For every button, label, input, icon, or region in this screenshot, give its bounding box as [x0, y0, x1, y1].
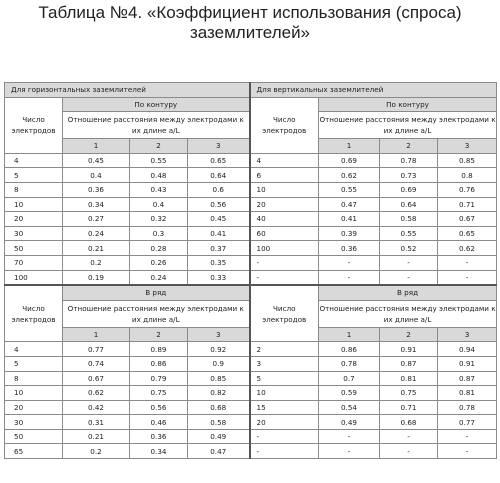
table-cell-h2: 0.46	[130, 415, 188, 430]
table-cell-h3: 0.45	[188, 212, 250, 227]
table-cell-hn: 8	[5, 182, 63, 197]
table-cell-h1: 0.21	[63, 429, 130, 444]
table-cell-h3: 0.65	[188, 153, 250, 168]
table-cell-h1: 0.34	[63, 197, 130, 212]
table-cell-v2: -	[380, 429, 438, 444]
table-cell-hn: 4	[5, 153, 63, 168]
table-cell-h1: 0.36	[63, 182, 130, 197]
table-cell-hn: 4	[5, 342, 63, 357]
table-cell-v3: 0.65	[438, 226, 497, 241]
table-cell-v2: 0.52	[380, 241, 438, 256]
table-cell-h2: 0.89	[130, 342, 188, 357]
h-ratio-col-1: 1	[63, 139, 130, 154]
table-cell-v3: -	[438, 429, 497, 444]
table-cell-vn: 4	[250, 153, 319, 168]
horizontal-ratio-header: Отношение расстояния между электродами к их длине a/L	[63, 112, 250, 139]
table-cell-vn: 10	[250, 386, 319, 401]
table-cell-h3: 0.68	[188, 400, 250, 415]
table-cell-v3: 0.71	[438, 197, 497, 212]
table-cell-h3: 0.49	[188, 429, 250, 444]
table-cell-v2: 0.58	[380, 212, 438, 227]
table-cell-h3: 0.56	[188, 197, 250, 212]
table-cell-h1: 0.19	[63, 270, 130, 285]
table-cell-v3: 0.77	[438, 415, 497, 430]
table-row	[5, 212, 497, 227]
table-cell-v1: -	[319, 270, 380, 285]
table-row	[5, 356, 497, 371]
table-cell-vn: 20	[250, 197, 319, 212]
table-cell-h3: 0.37	[188, 241, 250, 256]
section-header-row	[5, 83, 497, 98]
table-row	[5, 342, 497, 357]
table-cell-vn: 3	[250, 356, 319, 371]
table-cell-v1: 0.69	[319, 153, 380, 168]
table-cell-vn: -	[250, 444, 319, 459]
table-cell-v3: 0.81	[438, 386, 497, 401]
table-cell-v2: -	[380, 255, 438, 270]
table-cell-h1: 0.24	[63, 226, 130, 241]
table-cell-h2: 0.4	[130, 197, 188, 212]
table-cell-hn: 50	[5, 429, 63, 444]
table-cell-h3: 0.33	[188, 270, 250, 285]
h-ratio-col-2: 2	[130, 139, 188, 154]
title-line-2: заземлителей»	[189, 23, 311, 42]
table-cell-h3: 0.58	[188, 415, 250, 430]
table-cell-v3: 0.8	[438, 168, 497, 183]
table-cell-v1: 0.78	[319, 356, 380, 371]
table-cell-h2: 0.48	[130, 168, 188, 183]
table-cell-v1: 0.36	[319, 241, 380, 256]
table-cell-v3: -	[438, 444, 497, 459]
vertical-mode-header-bottom: В ряд	[319, 285, 497, 300]
table-cell-h3: 0.35	[188, 255, 250, 270]
vertical-mode-header: По контуру	[319, 97, 497, 112]
v-ratio-col-3-bottom: 3	[438, 327, 497, 342]
table-row	[5, 182, 497, 197]
table-cell-v2: 0.73	[380, 168, 438, 183]
table-cell-v2: -	[380, 270, 438, 285]
table-cell-h3: 0.82	[188, 386, 250, 401]
bottom-mode-header-row	[5, 285, 497, 300]
table-cell-h1: 0.4	[63, 168, 130, 183]
table-cell-v3: 0.91	[438, 356, 497, 371]
table-cell-hn: 5	[5, 168, 63, 183]
table-cell-h2: 0.24	[130, 270, 188, 285]
table-cell-v3: -	[438, 255, 497, 270]
table-row	[5, 226, 497, 241]
horizontal-count-header: Число электродов	[5, 97, 63, 153]
grounding-coefficient-table-wrapper	[4, 82, 496, 459]
h-ratio-col-3: 3	[188, 139, 250, 154]
horizontal-mode-header: По контуру	[63, 97, 250, 112]
table-row	[5, 386, 497, 401]
table-cell-hn: 50	[5, 241, 63, 256]
table-cell-h3: 0.9	[188, 356, 250, 371]
table-cell-vn: 100	[250, 241, 319, 256]
table-cell-hn: 70	[5, 255, 63, 270]
table-cell-h1: 0.31	[63, 415, 130, 430]
table-cell-v3: 0.85	[438, 153, 497, 168]
mode-header-row	[5, 97, 497, 112]
table-cell-v1: 0.47	[319, 197, 380, 212]
v-ratio-col-3: 3	[438, 139, 497, 154]
table-cell-v3: -	[438, 270, 497, 285]
table-row	[5, 153, 497, 168]
table-row	[5, 197, 497, 212]
table-row	[5, 270, 497, 285]
table-row	[5, 241, 497, 256]
table-cell-h2: 0.55	[130, 153, 188, 168]
table-cell-h1: 0.27	[63, 212, 130, 227]
table-cell-v2: 0.71	[380, 400, 438, 415]
table-cell-h1: 0.77	[63, 342, 130, 357]
table-cell-v3: 0.78	[438, 400, 497, 415]
vertical-ratio-header-bottom: Отношение расстояния между электродами к их длине a/L	[319, 300, 497, 327]
horizontal-mode-header-bottom: В ряд	[63, 285, 250, 300]
v-ratio-col-2: 2	[380, 139, 438, 154]
table-cell-v1: 0.86	[319, 342, 380, 357]
table-cell-v2: 0.75	[380, 386, 438, 401]
horizontal-ratio-header-bottom: Отношение расстояния между электродами к их длине a/L	[63, 300, 250, 327]
table-cell-v1: 0.55	[319, 182, 380, 197]
table-cell-h2: 0.43	[130, 182, 188, 197]
table-row	[5, 444, 497, 459]
table-cell-v2: 0.64	[380, 197, 438, 212]
table-cell-h1: 0.67	[63, 371, 130, 386]
grounding-coefficient-table	[4, 82, 497, 459]
table-cell-hn: 65	[5, 444, 63, 459]
table-row	[5, 371, 497, 386]
table-cell-h1: 0.74	[63, 356, 130, 371]
table-row	[5, 415, 497, 430]
table-cell-h1: 0.21	[63, 241, 130, 256]
table-cell-hn: 10	[5, 386, 63, 401]
page-title	[0, 3, 500, 43]
table-cell-v1: 0.59	[319, 386, 380, 401]
table-cell-v2: 0.91	[380, 342, 438, 357]
table-cell-h1: 0.62	[63, 386, 130, 401]
table-cell-v3: 0.67	[438, 212, 497, 227]
table-cell-v2: 0.81	[380, 371, 438, 386]
table-cell-h2: 0.75	[130, 386, 188, 401]
table-cell-h2: 0.32	[130, 212, 188, 227]
table-cell-h2: 0.86	[130, 356, 188, 371]
table-cell-v1: 0.7	[319, 371, 380, 386]
table-cell-vn: 6	[250, 168, 319, 183]
vertical-section-header: Для вертикальных заземлителей	[250, 83, 497, 98]
vertical-count-header-bottom: Число электродов	[250, 285, 319, 342]
v-ratio-col-2-bottom: 2	[380, 327, 438, 342]
vertical-ratio-header: Отношение расстояния между электродами к их длине a/L	[319, 112, 497, 139]
table-cell-vn: -	[250, 255, 319, 270]
table-cell-v2: 0.68	[380, 415, 438, 430]
vertical-count-header: Число электродов	[250, 97, 319, 153]
table-cell-h2: 0.56	[130, 400, 188, 415]
table-cell-vn: 15	[250, 400, 319, 415]
table-cell-hn: 10	[5, 197, 63, 212]
table-cell-v1: 0.41	[319, 212, 380, 227]
table-row	[5, 255, 497, 270]
table-cell-h2: 0.28	[130, 241, 188, 256]
table-cell-v2: -	[380, 444, 438, 459]
horizontal-count-header-bottom: Число электродов	[5, 285, 63, 342]
table-cell-hn: 30	[5, 226, 63, 241]
table-cell-v3: 0.87	[438, 371, 497, 386]
table-cell-v1: 0.54	[319, 400, 380, 415]
table-cell-hn: 100	[5, 270, 63, 285]
table-cell-h2: 0.26	[130, 255, 188, 270]
table-cell-h3: 0.64	[188, 168, 250, 183]
table-cell-v1: -	[319, 444, 380, 459]
table-cell-vn: 2	[250, 342, 319, 357]
table-cell-h2: 0.36	[130, 429, 188, 444]
table-row	[5, 429, 497, 444]
table-cell-v1: -	[319, 255, 380, 270]
table-row	[5, 168, 497, 183]
table-cell-v2: 0.55	[380, 226, 438, 241]
table-cell-h1: 0.2	[63, 255, 130, 270]
table-cell-v1: 0.49	[319, 415, 380, 430]
table-cell-hn: 8	[5, 371, 63, 386]
table-cell-hn: 5	[5, 356, 63, 371]
table-cell-v2: 0.78	[380, 153, 438, 168]
h-ratio-col-1-bottom: 1	[63, 327, 130, 342]
table-cell-v1: -	[319, 429, 380, 444]
table-cell-v2: 0.87	[380, 356, 438, 371]
table-cell-vn: 60	[250, 226, 319, 241]
table-cell-v1: 0.62	[319, 168, 380, 183]
v-ratio-col-1-bottom: 1	[319, 327, 380, 342]
table-cell-vn: -	[250, 270, 319, 285]
table-cell-h2: 0.34	[130, 444, 188, 459]
table-cell-vn: 10	[250, 182, 319, 197]
table-body	[5, 83, 497, 459]
h-ratio-col-2-bottom: 2	[130, 327, 188, 342]
table-cell-hn: 20	[5, 400, 63, 415]
table-cell-vn: -	[250, 429, 319, 444]
table-cell-v3: 0.94	[438, 342, 497, 357]
table-cell-h3: 0.41	[188, 226, 250, 241]
table-cell-vn: 5	[250, 371, 319, 386]
h-ratio-col-3-bottom: 3	[188, 327, 250, 342]
table-cell-vn: 20	[250, 415, 319, 430]
table-cell-v3: 0.62	[438, 241, 497, 256]
table-cell-vn: 40	[250, 212, 319, 227]
table-cell-h3: 0.47	[188, 444, 250, 459]
table-row	[5, 400, 497, 415]
table-cell-h1: 0.45	[63, 153, 130, 168]
table-cell-h2: 0.3	[130, 226, 188, 241]
table-cell-h1: 0.2	[63, 444, 130, 459]
table-cell-h3: 0.92	[188, 342, 250, 357]
table-cell-h1: 0.42	[63, 400, 130, 415]
table-cell-hn: 20	[5, 212, 63, 227]
v-ratio-col-1: 1	[319, 139, 380, 154]
title-line-1: Таблица №4. «Коэффициент использования (спроса)	[38, 3, 462, 22]
table-cell-v1: 0.39	[319, 226, 380, 241]
horizontal-section-header: Для горизонтальных заземлителей	[5, 83, 250, 98]
table-cell-h2: 0.79	[130, 371, 188, 386]
table-cell-v2: 0.69	[380, 182, 438, 197]
table-cell-hn: 30	[5, 415, 63, 430]
table-cell-h3: 0.85	[188, 371, 250, 386]
table-cell-v3: 0.76	[438, 182, 497, 197]
table-cell-h3: 0.6	[188, 182, 250, 197]
